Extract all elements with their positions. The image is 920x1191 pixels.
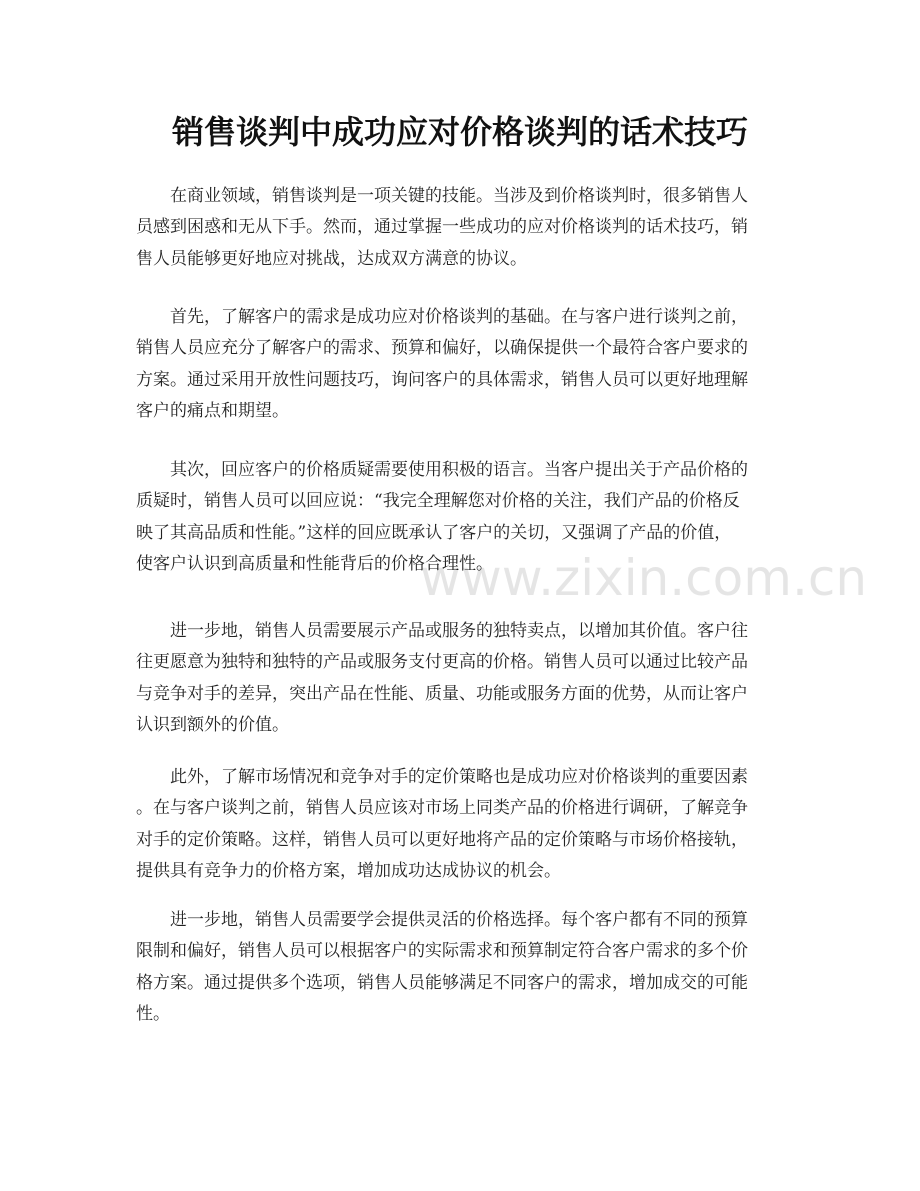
paragraph-line: 首先，了解客户的需求是成功应对价格谈判的基础。在与客户进行谈判之前， (170, 307, 748, 327)
paragraph-line: 格方案。通过提供多个选项，销售人员能够满足不同客户的需求，增加成交的可能 (136, 972, 748, 993)
paragraph-1 (136, 181, 796, 275)
paragraph-line: 认识到额外的价值。 (136, 715, 289, 736)
page-title: 销售谈判中成功应对价格谈判的话术技巧 (171, 113, 748, 151)
paragraph-line: 售人员能够更好地应对挑战，达成双方满意的协议。 (136, 248, 527, 269)
paragraph-2 (136, 302, 796, 428)
paragraph-line: 与竞争对手的差异，突出产品在性能、质量、功能或服务方面的优势，从而让客户 (136, 683, 748, 704)
paragraph-line: 质疑时，销售人员可以回应说：“我完全理解您对价格的关注，我们产品的价格反 (136, 491, 740, 512)
paragraph-6 (136, 905, 796, 1031)
paragraph-line: 往更愿意为独特和独特的产品或服务支付更高的价格。销售人员可以通过比较产品 (136, 652, 748, 673)
watermark-text: www.zixin.com.cn (420, 549, 868, 607)
paragraph-4 (136, 616, 796, 742)
paragraph-line: 提供具有竞争力的价格方案，增加成功达成协议的机会。 (136, 861, 561, 882)
paragraph-line: 员感到困惑和无从下手。然而，通过掌握一些成功的应对价格谈判的话术技巧，销 (136, 217, 748, 238)
paragraph-line: 。在与客户谈判之前，销售人员应该对市场上同类产品的价格进行调研，了解竞争 (136, 798, 748, 819)
paragraph-line: 映了其高品质和性能。”这样的回应既承认了客户的关切，又强调了产品的价值， (136, 522, 732, 543)
paragraph-line: 在商业领域，销售谈判是一项关键的技能。当涉及到价格谈判时，很多销售人 (170, 186, 748, 206)
paragraph-line: 进一步地，销售人员需要学会提供灵活的价格选择。每个客户都有不同的预算 (170, 910, 748, 930)
paragraph-line: 其次，回应客户的价格质疑需要使用积极的语言。当客户提出关于产品价格的 (170, 460, 748, 480)
paragraph-3 (136, 455, 796, 581)
paragraph-line: 对手的定价策略。这样，销售人员可以更好地将产品的定价策略与市场价格接轨， (136, 829, 748, 850)
paragraph-line: 销售人员应充分了解客户的需求、预算和偏好，以确保提供一个最符合客户要求的 (136, 338, 748, 359)
paragraph-line: 限制和偏好，销售人员可以根据客户的实际需求和预算制定符合客户需求的多个价 (136, 941, 748, 962)
paragraph-line: 进一步地，销售人员需要展示产品或服务的独特卖点，以增加其价值。客户往 (170, 621, 748, 641)
paragraph-5 (136, 762, 796, 888)
paragraph-line: 此外，了解市场情况和竞争对手的定价策略也是成功应对价格谈判的重要因素 (170, 767, 748, 787)
paragraph-line: 使客户认识到高质量和性能背后的价格合理性。 (136, 554, 493, 575)
paragraph-line: 客户的痛点和期望。 (136, 401, 289, 422)
paragraph-line: 方案。通过采用开放性问题技巧，询问客户的具体需求，销售人员可以更好地理解 (136, 369, 748, 390)
paragraph-line: 性。 (136, 1004, 170, 1025)
